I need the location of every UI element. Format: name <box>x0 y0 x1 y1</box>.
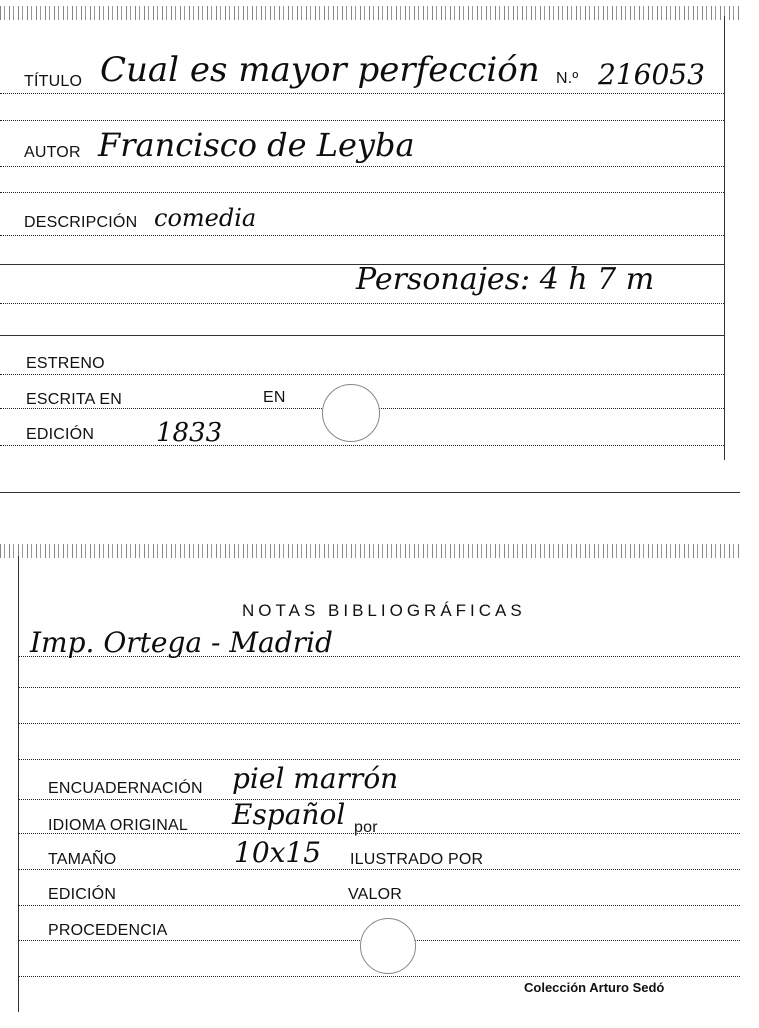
card-right-edge <box>724 16 725 460</box>
field-line <box>0 120 724 121</box>
punch-hole <box>322 384 380 442</box>
card-edge-noise <box>0 6 740 20</box>
catalog-card-bottom <box>0 540 759 1028</box>
field-line <box>18 905 740 906</box>
field-line <box>0 166 724 167</box>
field-line <box>18 759 740 760</box>
edicion-value: 1833 <box>156 418 223 448</box>
field-line <box>18 869 740 870</box>
edicion-bib-label: EDICIÓN <box>48 886 117 903</box>
descripcion-label: DESCRIPCIÓN <box>24 214 138 231</box>
autor-value: Francisco de Leyba <box>98 126 415 164</box>
estreno-label: ESTRENO <box>26 355 105 372</box>
punch-hole <box>360 918 416 974</box>
field-line <box>18 723 740 724</box>
encuadernacion-label: ENCUADERNACIÓN <box>48 780 203 797</box>
idioma-por-label: por <box>354 819 378 836</box>
ilustrado-por-label: ILUSTRADO POR <box>350 851 484 868</box>
field-line <box>18 976 740 977</box>
escrita-en-label: ESCRITA EN <box>26 391 122 408</box>
numero-value: 216053 <box>598 58 705 91</box>
notas-heading: NOTAS BIBLIOGRÁFICAS <box>242 601 526 620</box>
en-label: EN <box>263 389 286 406</box>
valor-label: VALOR <box>348 886 403 903</box>
field-line <box>0 335 724 336</box>
field-line <box>18 687 740 688</box>
field-line <box>0 93 724 94</box>
card-bottom-edge <box>0 492 740 493</box>
personajes-note: Personajes: 4 h 7 m <box>356 262 655 297</box>
field-line <box>0 192 724 193</box>
titulo-label: TÍTULO <box>24 73 83 90</box>
encuadernacion-value: piel marrón <box>232 762 399 795</box>
titulo-value: Cual es mayor perfección <box>100 50 540 90</box>
tamano-label: TAMAÑO <box>48 851 117 868</box>
idioma-value: Español <box>232 798 346 831</box>
edicion-label: EDICIÓN <box>26 426 95 443</box>
field-line <box>0 445 724 446</box>
card-edge-noise <box>0 544 740 558</box>
notas-line-1: Imp. Ortega - Madrid <box>30 626 333 659</box>
card-left-edge <box>18 556 19 1012</box>
field-line <box>0 374 724 375</box>
autor-label: AUTOR <box>24 144 81 161</box>
field-line <box>0 235 724 236</box>
numero-label: N.º <box>556 70 579 87</box>
collection-credit: Colección Arturo Sedó <box>524 980 665 995</box>
field-line <box>18 799 740 800</box>
procedencia-label: PROCEDENCIA <box>48 922 168 939</box>
idioma-label: IDIOMA ORIGINAL <box>48 817 188 834</box>
descripcion-value: comedia <box>154 204 257 232</box>
tamano-value: 10x15 <box>234 836 322 869</box>
field-line <box>0 303 724 304</box>
